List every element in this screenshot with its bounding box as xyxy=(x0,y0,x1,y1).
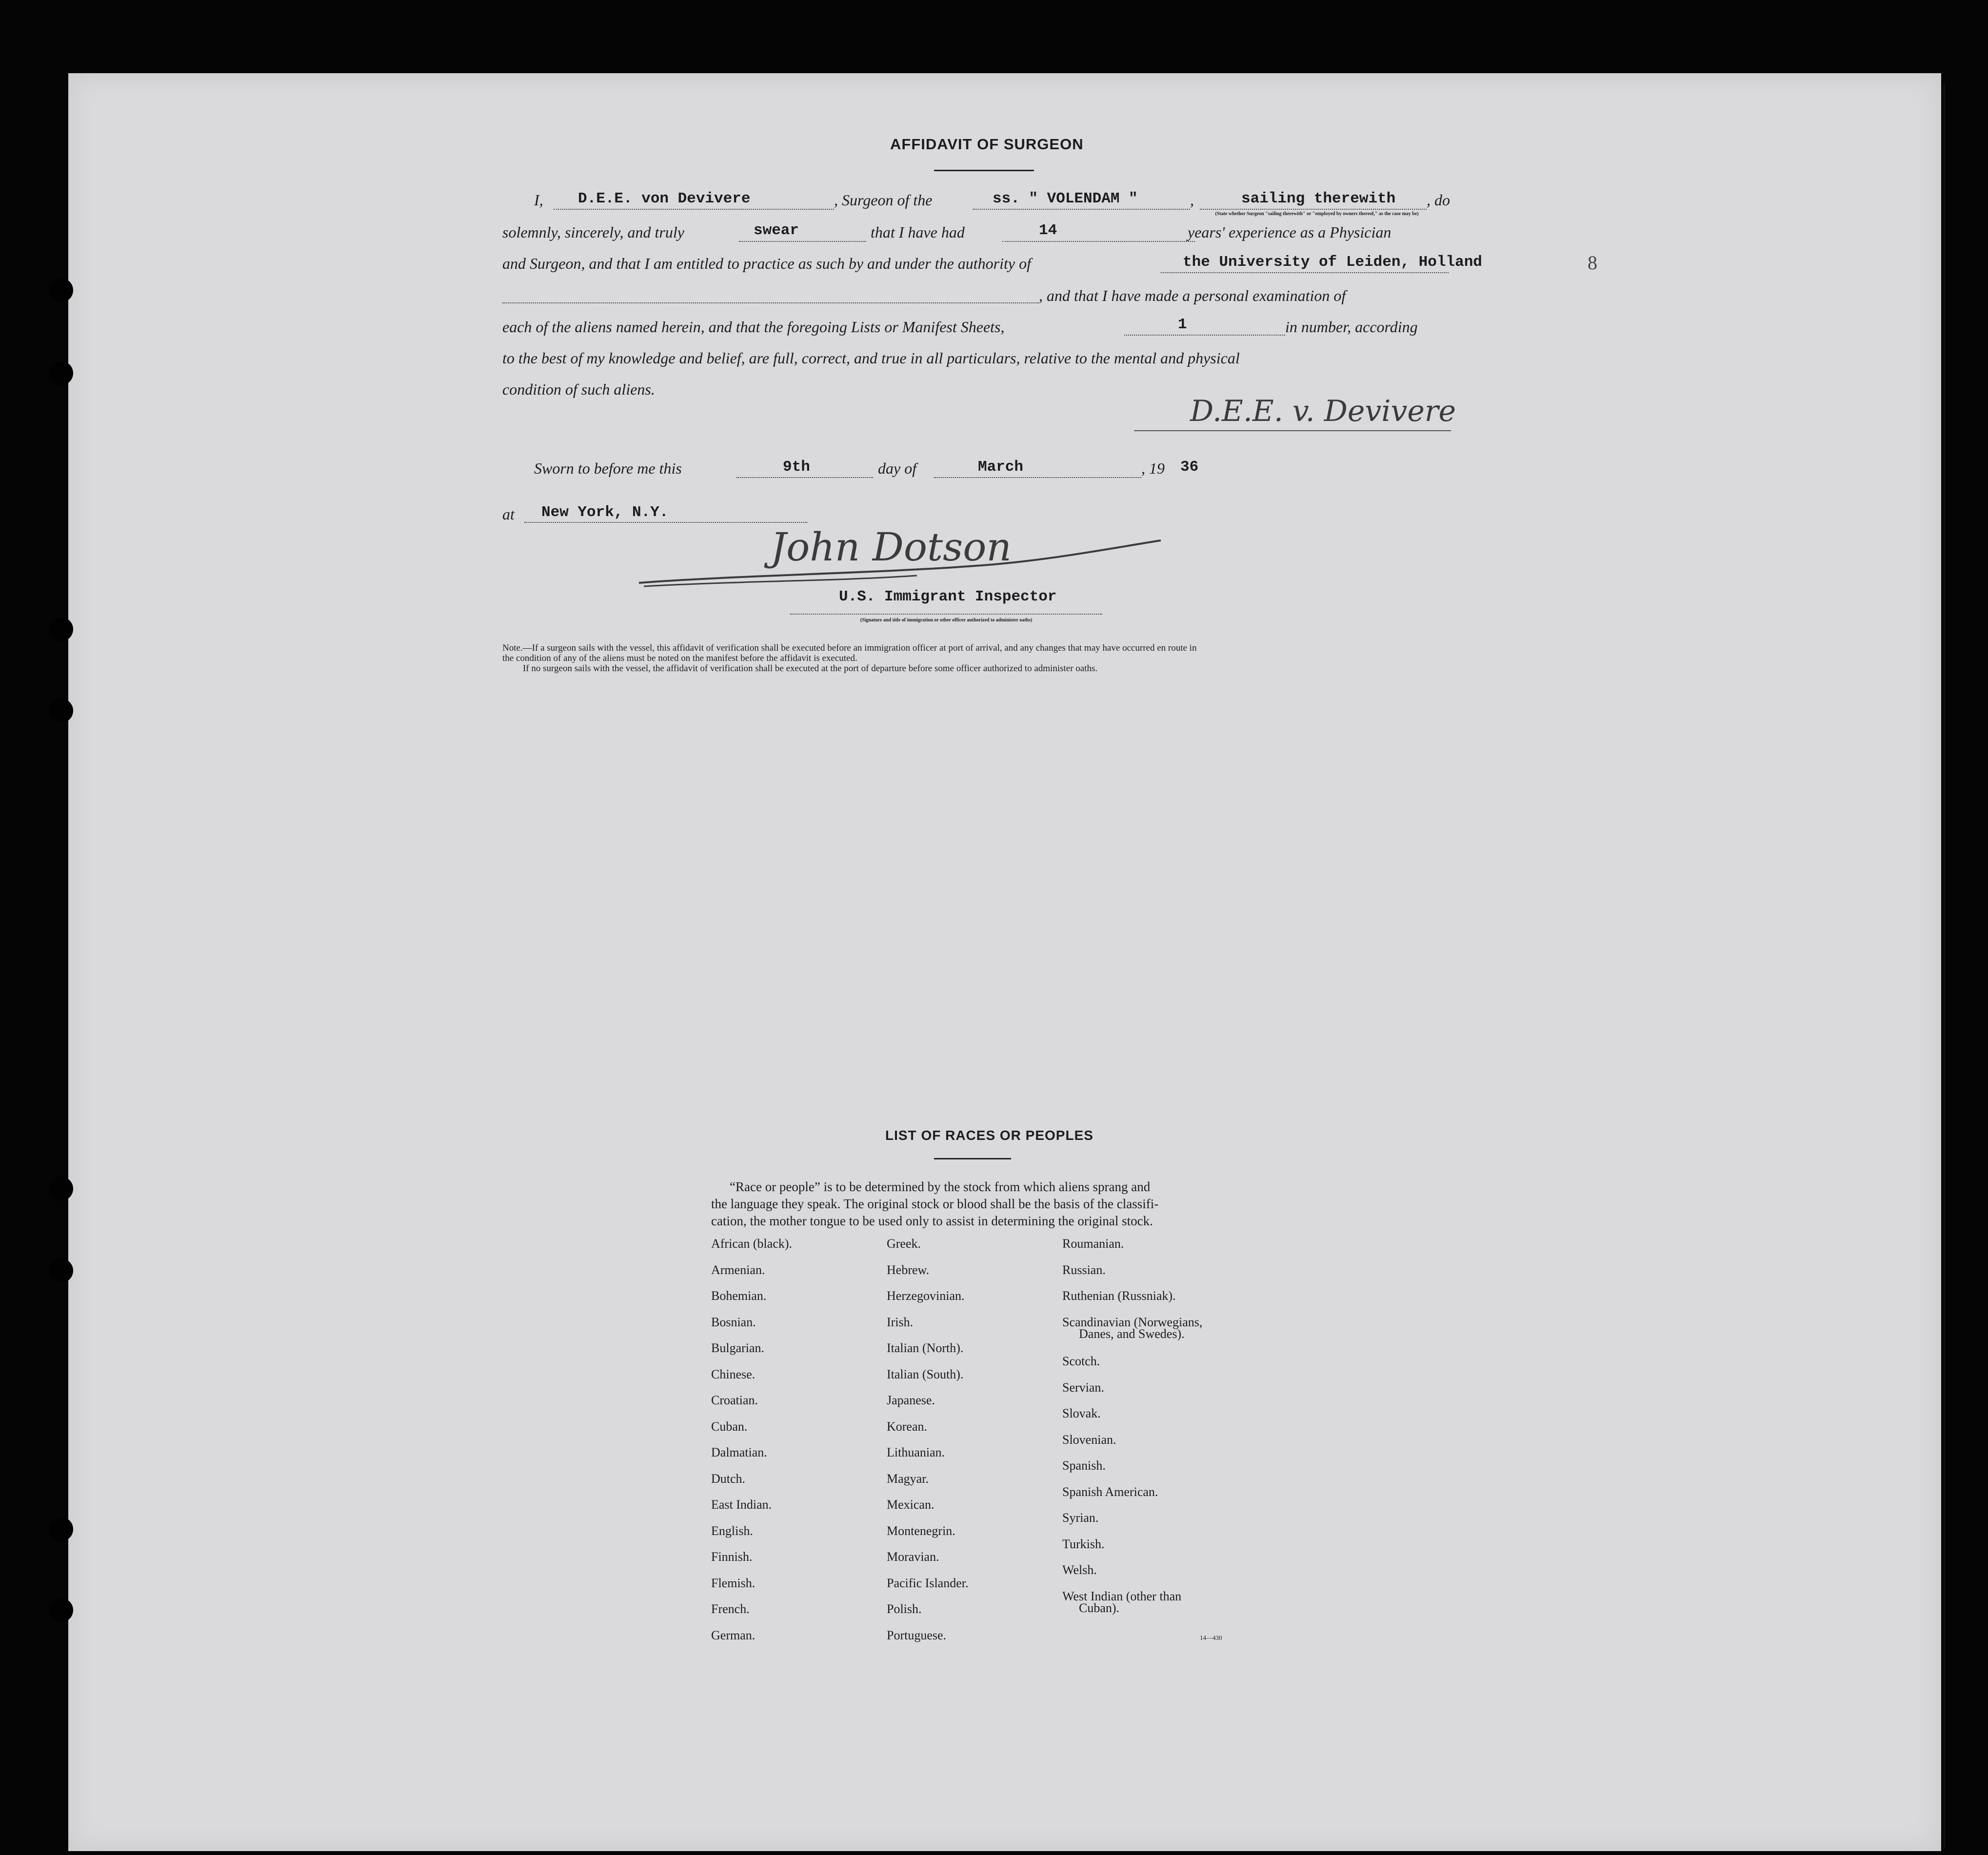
race-item: Irish. xyxy=(887,1315,914,1329)
race-item: Servian. xyxy=(1062,1380,1104,1395)
field-line xyxy=(973,208,1190,210)
race-item: Cuban. xyxy=(711,1419,748,1434)
race-item: Moravian. xyxy=(887,1550,939,1564)
sworn-year: 36 xyxy=(1180,459,1199,476)
race-item: African (black). xyxy=(711,1237,793,1251)
race-item: Montenegrin. xyxy=(887,1523,955,1538)
text-sworn: Sworn to before me this xyxy=(534,459,682,477)
race-item: Croatian. xyxy=(711,1393,758,1407)
field-line xyxy=(524,521,807,523)
margin-number: 8 xyxy=(1588,252,1597,274)
sworn-day: 9th xyxy=(783,459,810,476)
officer-caption: (Signature and title of immigration or other officer authorized to administer oaths) xyxy=(860,618,1033,623)
page-edge xyxy=(1943,83,1945,1849)
intro-line-2: the language they speak. The original stock or blood shall be the basis of the classifi- xyxy=(711,1197,1159,1211)
race-item: Mexican. xyxy=(887,1497,934,1512)
punch-hole xyxy=(49,1517,73,1541)
race-item: Scotch. xyxy=(1062,1354,1100,1368)
ship-name: ss. " VOLENDAM " xyxy=(993,190,1138,207)
text-had: that I have had xyxy=(871,223,965,241)
field-line xyxy=(739,240,866,242)
intro-line-3: cation, the mother tongue to be used only to assist in determining the original stock. xyxy=(711,1214,1153,1228)
field-line xyxy=(1200,208,1427,210)
race-item: Portuguese. xyxy=(887,1628,947,1642)
race-item: Armenian. xyxy=(711,1262,765,1277)
race-item: West Indian (other than xyxy=(1062,1589,1182,1603)
text-years: years' experience as a Physician xyxy=(1188,223,1392,241)
race-item: Bosnian. xyxy=(711,1315,756,1329)
punch-hole xyxy=(49,698,73,723)
race-item: Danes, and Swedes). xyxy=(1079,1327,1185,1341)
affidavit-title: AFFIDAVIT OF SURGEON xyxy=(890,136,1084,153)
field-line xyxy=(502,301,1039,303)
races-title: LIST OF RACES OR PEOPLES xyxy=(885,1128,1093,1143)
text-in-number: in number, according xyxy=(1285,318,1418,336)
sailing-status: sailing therewith xyxy=(1241,190,1396,207)
race-item: Magyar. xyxy=(887,1471,929,1486)
note-line-2: the condition of any of the aliens must be noted on the manifest before the affidavit is executed. xyxy=(502,653,857,663)
surgeon-name: D.E.E. von Devivere xyxy=(578,190,751,207)
text-personal-exam: , and that I have made a personal examination of xyxy=(1039,287,1346,304)
field-line xyxy=(934,476,1141,478)
field-line xyxy=(736,476,873,478)
text-comma: , xyxy=(1190,191,1194,209)
signature-line xyxy=(1134,430,1451,431)
punch-hole xyxy=(49,278,73,302)
punch-hole xyxy=(49,1598,73,1622)
punch-hole xyxy=(49,361,73,385)
race-item: Italian (North). xyxy=(887,1341,964,1355)
sworn-month: March xyxy=(978,459,1024,476)
sworn-place: New York, N.Y. xyxy=(541,504,669,521)
race-item: East Indian. xyxy=(711,1497,772,1512)
punch-hole xyxy=(49,1258,73,1283)
authority-value: the University of Leiden, Holland xyxy=(1183,254,1482,271)
race-item: Hebrew. xyxy=(887,1262,930,1277)
race-item: Japanese. xyxy=(887,1393,935,1407)
race-item: Syrian. xyxy=(1062,1511,1099,1525)
race-item: Dutch. xyxy=(711,1471,746,1486)
race-item: Bulgarian. xyxy=(711,1341,765,1355)
document-sheet xyxy=(68,73,1941,1851)
race-item: Slovenian. xyxy=(1062,1432,1116,1447)
inspector-title: U.S. Immigrant Inspector xyxy=(839,588,1057,605)
race-item: German. xyxy=(711,1628,755,1642)
text-at: at xyxy=(502,505,515,523)
text-and-surgeon: and Surgeon, and that I am entitled to practice as such by and under the authority of xyxy=(502,255,1031,272)
race-item: Welsh. xyxy=(1062,1563,1097,1577)
signature-flourish xyxy=(634,537,1171,595)
race-item: Bohemian. xyxy=(711,1289,767,1303)
race-item: Pacific Islander. xyxy=(887,1576,969,1590)
race-item: English. xyxy=(711,1523,753,1538)
race-item: Polish. xyxy=(887,1602,922,1616)
race-item: Finnish. xyxy=(711,1550,753,1564)
text-condition: condition of such aliens. xyxy=(502,380,655,398)
text-solemnly: solemnly, sincerely, and truly xyxy=(502,223,684,241)
race-item: Italian (South). xyxy=(887,1367,964,1381)
races-intro xyxy=(711,1178,1233,1230)
race-item: Ruthenian (Russniak). xyxy=(1062,1289,1176,1303)
oath-type: swear xyxy=(754,222,799,239)
race-item: Greek. xyxy=(887,1237,921,1251)
field-line xyxy=(1161,271,1449,273)
race-item: Spanish. xyxy=(1062,1458,1106,1473)
years-value: 14 xyxy=(1039,222,1057,239)
race-item: Cuban). xyxy=(1079,1601,1120,1615)
race-item: Scandinavian (Norwegians, xyxy=(1062,1315,1203,1329)
text-surgeon-of: , Surgeon of the xyxy=(834,191,933,209)
text-year: , 19 xyxy=(1141,459,1165,477)
race-item: Russian. xyxy=(1062,1262,1106,1277)
text-knowledge: to the best of my knowledge and belief, are full, correct, and true in all particulars, relative to the mental and physical xyxy=(502,349,1240,367)
race-item: French. xyxy=(711,1602,750,1616)
text-i: I, xyxy=(534,191,543,209)
punch-hole xyxy=(49,617,73,641)
affidavit-note xyxy=(502,643,1458,674)
note-line-3: If no surgeon sails with the vessel, the affidavit of verification shall be executed at the port of departure before some officer authorized to administer oaths. xyxy=(523,663,1098,674)
race-item: Chinese. xyxy=(711,1367,755,1381)
race-item: Spanish American. xyxy=(1062,1484,1158,1499)
race-item: Roumanian. xyxy=(1062,1237,1124,1251)
race-item: Turkish. xyxy=(1062,1536,1105,1551)
text-day-of: day of xyxy=(878,459,917,477)
races-title-rule xyxy=(934,1158,1011,1159)
field-line xyxy=(1002,240,1195,242)
state-note: (State whether Surgeon "sailing therewith" or "employed by owners thereof," as the case may be) xyxy=(1215,211,1419,217)
title-rule xyxy=(934,170,1034,171)
intro-line-1: “Race or people” is to be determined by the stock from which aliens sprang and xyxy=(730,1179,1151,1194)
inspector-signature: John Dotson xyxy=(771,524,1012,570)
sheets-count: 1 xyxy=(1178,316,1187,333)
race-item: Herzegovinian. xyxy=(887,1289,965,1303)
text-each: each of the aliens named herein, and that the foregoing Lists or Manifest Sheets, xyxy=(502,318,1005,336)
race-item: Slovak. xyxy=(1062,1406,1101,1420)
field-line xyxy=(790,613,1102,615)
field-line xyxy=(554,208,834,210)
race-item: Dalmatian. xyxy=(711,1445,767,1459)
surgeon-signature: D.E.E. v. Devivere xyxy=(1190,394,1456,428)
punch-hole xyxy=(49,1177,73,1201)
race-item: Flemish. xyxy=(711,1576,755,1590)
race-item: Lithuanian. xyxy=(887,1445,945,1459)
form-number: 14—430 xyxy=(1200,1634,1222,1641)
text-do: , do xyxy=(1427,191,1450,209)
note-line-1: Note.—If a surgeon sails with the vessel, this affidavit of verification shall be executed before an immigration officer at port of arrival, and any changes that may have occurred en route in xyxy=(502,643,1197,653)
race-item: Korean. xyxy=(887,1419,928,1434)
field-line xyxy=(1124,334,1285,336)
